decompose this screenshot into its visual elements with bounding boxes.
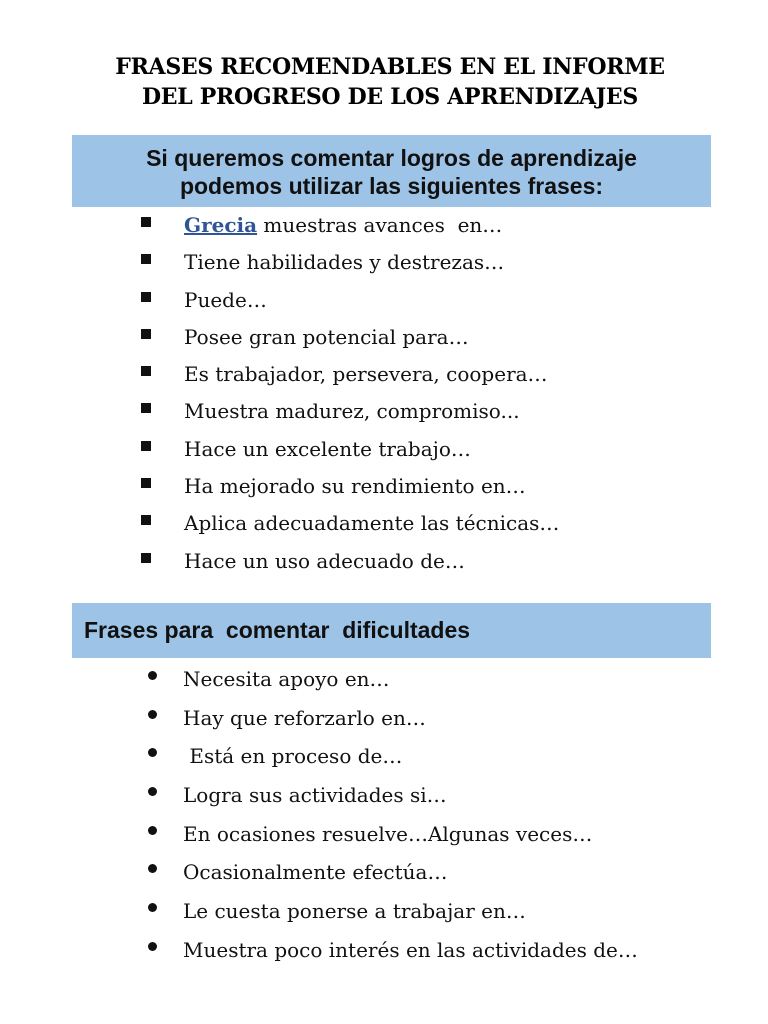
page-title [60,52,720,112]
list-item-text: Posee gran potencial para… [184,324,469,349]
round-bullet-icon [148,942,157,951]
achievements-heading-band [72,135,711,207]
list-item-text: Es trabajador, persevera, coopera… [184,362,548,387]
list-item-text: Está en proceso de… [183,744,403,769]
list-item-text: Le cuesta ponerse a trabajar en… [183,899,526,924]
square-bullet-icon [141,329,151,339]
square-bullet-icon [141,441,151,451]
square-bullet-icon [141,403,151,413]
difficulties-heading-band [72,603,711,658]
square-bullet-icon [141,515,151,525]
list-item-text: En ocasiones resuelve…Algunas veces… [183,821,593,846]
list-item-rest: muestras avances en… [257,213,503,237]
list-item-text [184,207,502,244]
square-bullet-icon [141,478,151,488]
page-title-line-2: DEL PROGRESO DE LOS APRENDIZAJES [142,84,638,110]
list-item-text: Necesita apoyo en… [183,667,390,691]
square-bullet-icon [141,366,151,376]
square-bullet-icon [141,292,151,302]
student-name-link[interactable]: Grecia [184,213,258,237]
list-item-text: Ocasionalmente efectúa… [183,860,448,885]
list-item-text: Tiene habilidades y destrezas… [184,250,505,275]
round-bullet-icon [148,787,157,796]
square-bullet-icon [141,217,151,227]
list-item-text: Muestra poco interés en las actividades de… [183,937,638,962]
square-bullet-icon [141,254,151,264]
round-bullet-icon [148,864,157,873]
list-item-text: Puede… [184,287,267,312]
list-item-text: Hace un uso adecuado de… [184,548,465,573]
square-bullet-icon [141,553,151,563]
achievements-heading-line-1: Si queremos comentar logros de aprendizaje [146,145,637,171]
round-bullet-icon [148,903,157,912]
difficulties-heading: Frases para comentar dificultades [84,617,471,643]
round-bullet-icon [148,826,157,835]
round-bullet-icon [148,710,157,719]
list-item-text: Ha mejorado su rendimiento en… [184,474,526,499]
list-item-text: Aplica adecuadamente las técnicas… [184,511,560,536]
list-item-text: Logra sus actividades si… [183,783,447,808]
round-bullet-icon [148,671,157,680]
list-item-text: Muestra madurez, compromiso... [184,399,520,424]
list-item-text: Hace un excelente trabajo… [184,436,471,461]
list-item-text: Hay que reforzarlo en… [183,705,426,730]
round-bullet-icon [148,748,157,757]
page-title-line-1: FRASES RECOMENDABLES EN EL INFORME [115,54,665,80]
achievements-heading-line-2: podemos utilizar las siguientes frases: [179,173,604,199]
